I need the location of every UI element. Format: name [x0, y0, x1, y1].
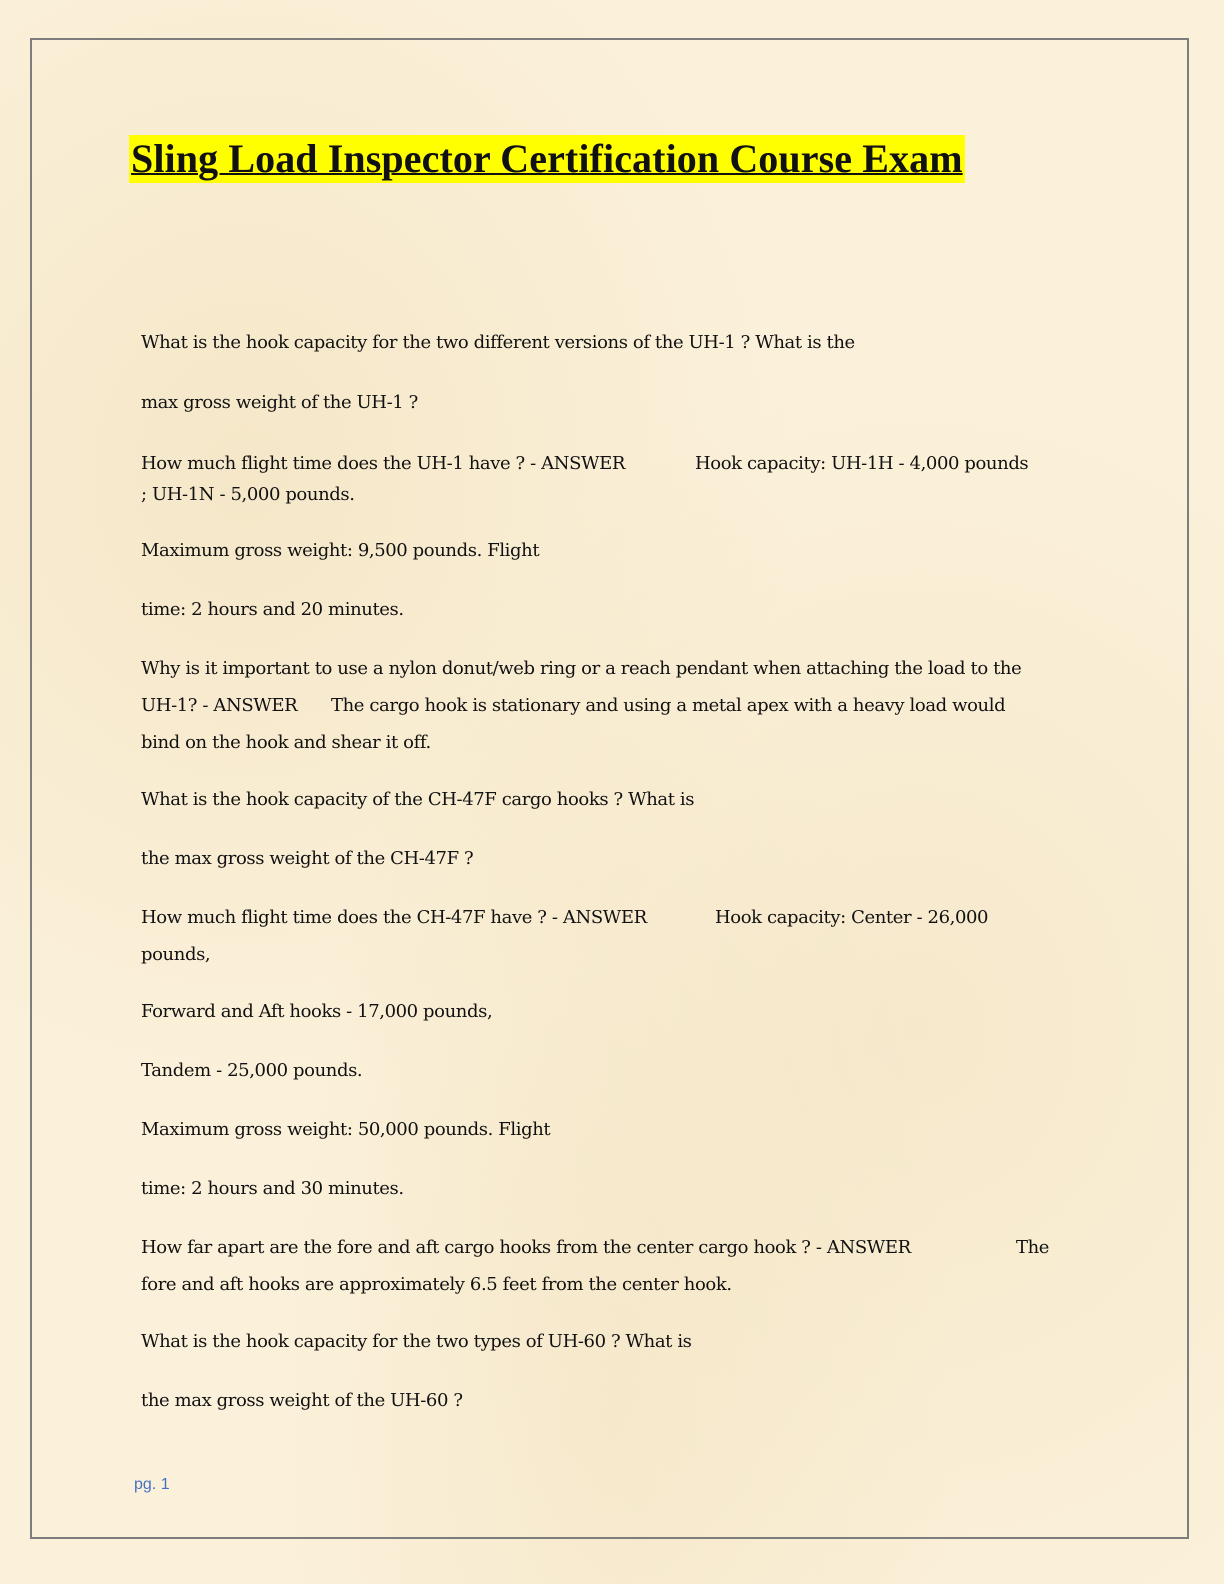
question-text — [141, 1236, 1050, 1260]
answer-text: fore and aft hooks are approximately 6.5 feet from the center hook. — [141, 1274, 732, 1295]
question-text — [141, 452, 1029, 476]
question-text: What is the hook capacity for the two different versions of the UH-1 ? What is the — [141, 332, 855, 353]
answer-text: ; UH-1N - 5,000 pounds. — [141, 484, 355, 505]
answer-text: Tandem - 25,000 pounds. — [141, 1060, 363, 1081]
question-answer-label: How much flight time does the UH-1 have ? - ANSWER — [141, 453, 626, 474]
answer-text: Maximum gross weight: 50,000 pounds. Flight — [141, 1119, 551, 1140]
answer-text: Hook capacity: UH-1H - 4,000 pounds — [695, 453, 1029, 474]
page-number: pg. 1 — [134, 1476, 170, 1493]
answer-text: pounds, — [141, 944, 211, 965]
document-title: Sling Load Inspector Certification Course Exam — [131, 136, 963, 181]
answer-text: time: 2 hours and 30 minutes. — [141, 1178, 404, 1199]
question-text — [141, 906, 989, 930]
question-answer-label: How much flight time does the CH-47F have ? - ANSWER — [141, 907, 647, 928]
question-text: What is the hook capacity of the CH-47F cargo hooks ? What is — [141, 789, 695, 810]
question-text: the max gross weight of the CH-47F ? — [141, 848, 474, 869]
answer-text: Maximum gross weight: 9,500 pounds. Flight — [141, 540, 540, 561]
answer-text: time: 2 hours and 20 minutes. — [141, 599, 404, 620]
question-text: max gross weight of the UH-1 ? — [141, 392, 418, 413]
question-text: Why is it important to use a nylon donut/web ring or a reach pendant when attaching the load to the — [141, 658, 1022, 679]
question-text: What is the hook capacity for the two types of UH-60 ? What is — [141, 1331, 692, 1352]
answer-text: The cargo hook is stationary and using a metal apex with a heavy load would — [331, 695, 1006, 716]
question-text — [141, 694, 1006, 718]
question-text: the max gross weight of the UH-60 ? — [141, 1390, 463, 1411]
answer-text: The — [1016, 1237, 1050, 1258]
question-answer-label: UH-1? - ANSWER — [141, 695, 298, 716]
question-answer-label: How far apart are the fore and aft cargo hooks from the center cargo hook ? - ANSWER — [141, 1237, 911, 1258]
answer-text: Hook capacity: Center - 26,000 — [715, 907, 989, 928]
answer-text: bind on the hook and shear it off. — [141, 732, 431, 753]
answer-text: Forward and Aft hooks - 17,000 pounds, — [141, 1001, 493, 1022]
